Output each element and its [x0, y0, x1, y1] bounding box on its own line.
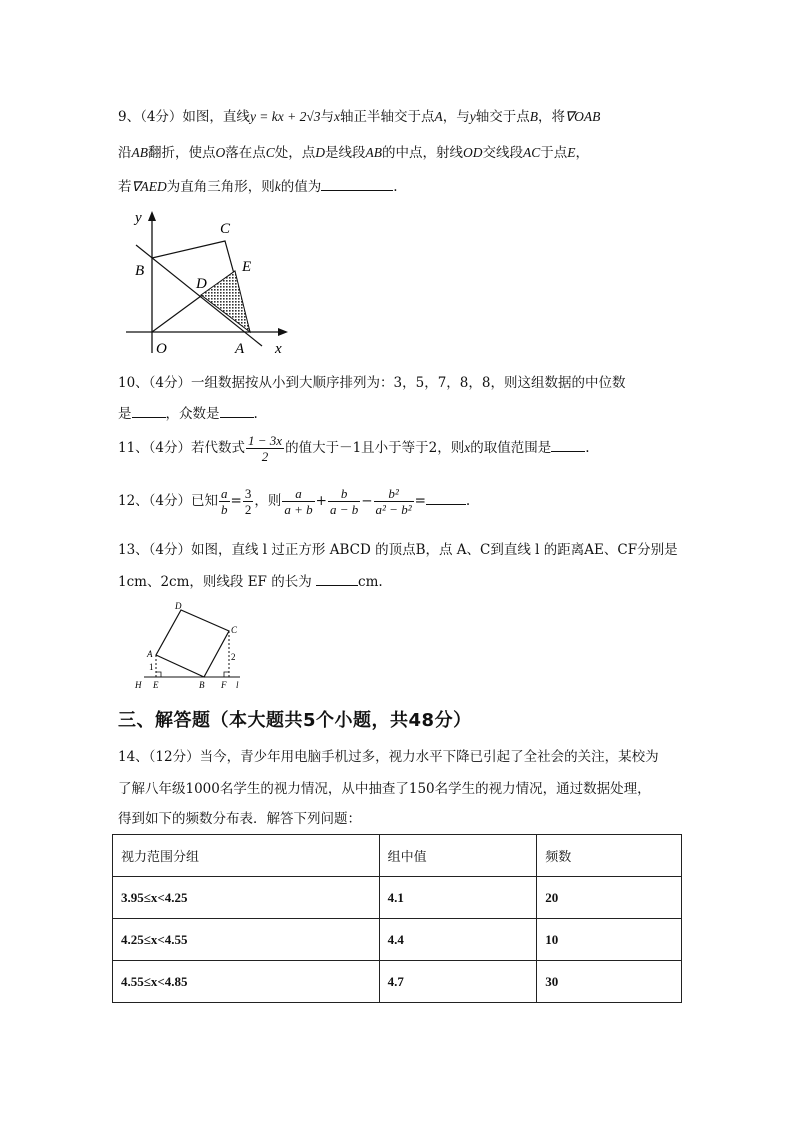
q9-text: 于点 — [540, 145, 568, 161]
label-c: C — [220, 221, 231, 237]
q10-line-2 — [118, 403, 258, 424]
q9-line-3 — [118, 176, 398, 197]
q9-line-2 — [118, 143, 589, 163]
table-header: 频数 — [537, 835, 682, 877]
q13-figure — [130, 598, 250, 694]
q9-point-d: D — [315, 145, 326, 160]
q10-text: . — [253, 406, 258, 422]
q9-text: 的值为 — [280, 179, 322, 195]
q9-formula: y = kx + 2√3 — [249, 109, 321, 124]
q13-text: cm. — [358, 574, 383, 590]
right-angle-e — [156, 672, 161, 677]
q9-seg-ab: AB — [365, 145, 383, 160]
q9-text: 与 — [320, 109, 335, 125]
frac-num: a — [282, 486, 314, 502]
q9-text: 9、（4分）如图，直线 — [118, 109, 250, 125]
q11-var-x: x — [464, 440, 471, 455]
table-header: 组中值 — [379, 835, 537, 877]
q9-text: 沿 — [118, 145, 132, 161]
table-cell: 4.7 — [379, 961, 537, 1003]
table-cell: 4.4 — [379, 919, 537, 961]
q9-point-b: B — [529, 109, 539, 124]
frac-num: a — [221, 486, 228, 501]
q12-frac-3-2 — [243, 486, 254, 517]
q9-triangle-aed: ∇AED — [131, 179, 167, 194]
q12-frac-3 — [374, 486, 414, 517]
q9-seg-ab: AB — [131, 145, 148, 160]
label-2: 2 — [231, 652, 236, 662]
y-axis-arrow — [148, 211, 156, 221]
q9-text: ，与 — [442, 109, 470, 125]
frac-den: a² − b² — [375, 502, 412, 517]
q12-frac-a-b — [219, 486, 230, 517]
q9-text: 翻折，使点 — [148, 145, 216, 161]
table-cell: 4.55≤x<4.85 — [113, 961, 380, 1003]
q9-point-e: E — [567, 145, 576, 160]
label-h: H — [135, 680, 142, 690]
q9-triangle-oab: ∇OAB — [565, 109, 601, 124]
table-row — [113, 877, 682, 919]
q10-median-blank — [132, 403, 166, 418]
label-a: A — [147, 649, 153, 659]
q9-text: 交线段 — [482, 145, 524, 161]
q9-text: 轴正半轴交于点 — [340, 109, 435, 125]
q9-text: 落在点 — [225, 145, 266, 161]
frac-num: b² — [374, 486, 414, 502]
q12-text: . — [465, 493, 471, 509]
table-row — [113, 961, 682, 1003]
x-axis-arrow — [278, 328, 288, 336]
q13-line-2 — [118, 571, 383, 592]
q9-text: 的中点，射线 — [382, 145, 464, 161]
label-o: O — [156, 341, 167, 357]
q12-answer-blank — [426, 490, 466, 505]
q12-minus: − — [361, 493, 373, 509]
q11-text: 的取值范围是 — [470, 440, 552, 456]
q11-text: 11、（4分）若代数式 — [118, 440, 246, 456]
q9-text: ， — [575, 145, 590, 161]
label-x: x — [275, 341, 282, 357]
table-cell: 4.1 — [379, 877, 537, 919]
label-c: C — [231, 625, 238, 635]
label-l: l — [236, 680, 239, 690]
table-header-row — [113, 835, 682, 877]
label-1: 1 — [149, 662, 154, 672]
q11-frac-den: 2 — [261, 449, 269, 464]
q11-text: 的值大于－1且小于等于2，则 — [285, 440, 465, 456]
q10-mode-blank — [220, 403, 254, 418]
q12-frac-1 — [282, 486, 314, 517]
q11-text: . — [585, 440, 590, 456]
q10-line-1 — [118, 373, 625, 393]
label-b: B — [135, 263, 145, 279]
q10-text: 10、（4分）一组数据按从小到大顺序排列为：3，5，7，8，8，则这组数据的中位数 — [118, 375, 626, 391]
table-header: 视力范围分组 — [113, 835, 380, 877]
label-e: E — [242, 259, 252, 275]
q13-answer-blank — [316, 571, 358, 586]
q11-frac-num: 1 − 3x — [248, 433, 283, 448]
q12-equals: = — [414, 493, 426, 509]
q11-fraction — [246, 433, 284, 464]
q14-line-1: 14、（12分）当今，青少年用电脑手机过多，视力水平下降已引起了全社会的关注，某校为 — [118, 749, 659, 765]
section-3-heading: 三、解答题（本大题共5个小题，共48分） — [118, 710, 472, 731]
q9-text: 轴交于点 — [475, 109, 530, 125]
table-row — [113, 919, 682, 961]
q9-var-k: k — [274, 179, 281, 194]
label-d: D — [196, 276, 207, 292]
table-cell: 30 — [537, 961, 682, 1003]
q9-text: 是线段 — [325, 145, 366, 161]
right-angle-f — [224, 672, 229, 677]
q9-var-x: x — [334, 109, 341, 124]
frac-den: b — [221, 502, 228, 517]
label-f: F — [221, 680, 227, 690]
q12-frac-2 — [328, 486, 360, 517]
q9-seg-ac: AC — [523, 145, 541, 160]
q12-line — [118, 483, 470, 519]
q12-plus: + — [315, 493, 327, 509]
table-cell: 10 — [537, 919, 682, 961]
q9-var-y: y — [469, 109, 476, 124]
q9-answer-blank — [321, 176, 393, 191]
shaded-triangle-aed — [201, 271, 250, 332]
q9-line-1 — [118, 107, 600, 127]
frequency-table — [112, 834, 682, 1003]
frac-num: b — [328, 486, 360, 502]
table-cell: 20 — [537, 877, 682, 919]
q9-text: 处，点 — [274, 145, 316, 161]
label-y: y — [135, 210, 142, 226]
q9-point-o: O — [215, 145, 226, 160]
q9-figure — [118, 205, 298, 365]
q9-text: 若 — [118, 179, 132, 195]
q13-line-1 — [118, 540, 678, 560]
q14-line-3: 得到如下的频数分布表．解答下列问题： — [118, 811, 361, 827]
q10-text: ，众数是 — [165, 406, 220, 422]
q13-text: 13、（4分）如图，直线 l 过正方形 ABCD 的顶点B，点 A、C到直线 l 的距离AE、CF分别是 — [118, 542, 678, 558]
q9-text: 为直角三角形，则 — [166, 179, 275, 195]
label-d: D — [175, 601, 182, 611]
q14-line-2: 了解八年级1000名学生的视力情况，从中抽查了150名学生的视力情况，通过数据处理， — [118, 781, 651, 797]
q9-point-c: C — [265, 145, 275, 160]
frac-num: 3 — [244, 486, 252, 501]
frac-den: 2 — [244, 502, 252, 517]
q12-text: ，则 — [254, 493, 282, 509]
q9-ray-od: OD — [463, 145, 483, 160]
q12-text: 12、（4分）已知 — [118, 493, 219, 509]
q9-text: ，将 — [538, 109, 566, 125]
label-e: E — [153, 680, 159, 690]
q10-text: 是 — [118, 406, 132, 422]
square-abcd — [156, 610, 229, 677]
q9-point-a: A — [434, 109, 443, 124]
label-a: A — [235, 341, 245, 357]
q11-line — [118, 431, 590, 465]
label-b: B — [199, 680, 205, 690]
q13-text: 1cm、2cm，则线段 EF 的长为 — [118, 574, 312, 590]
q9-text: . — [393, 179, 398, 195]
frac-den: a − b — [329, 502, 359, 517]
table-cell: 3.95≤x<4.25 — [113, 877, 380, 919]
q12-equals: = — [230, 493, 242, 509]
table-cell: 4.25≤x<4.55 — [113, 919, 380, 961]
frac-den: a + b — [284, 502, 313, 517]
q11-answer-blank — [551, 437, 585, 452]
